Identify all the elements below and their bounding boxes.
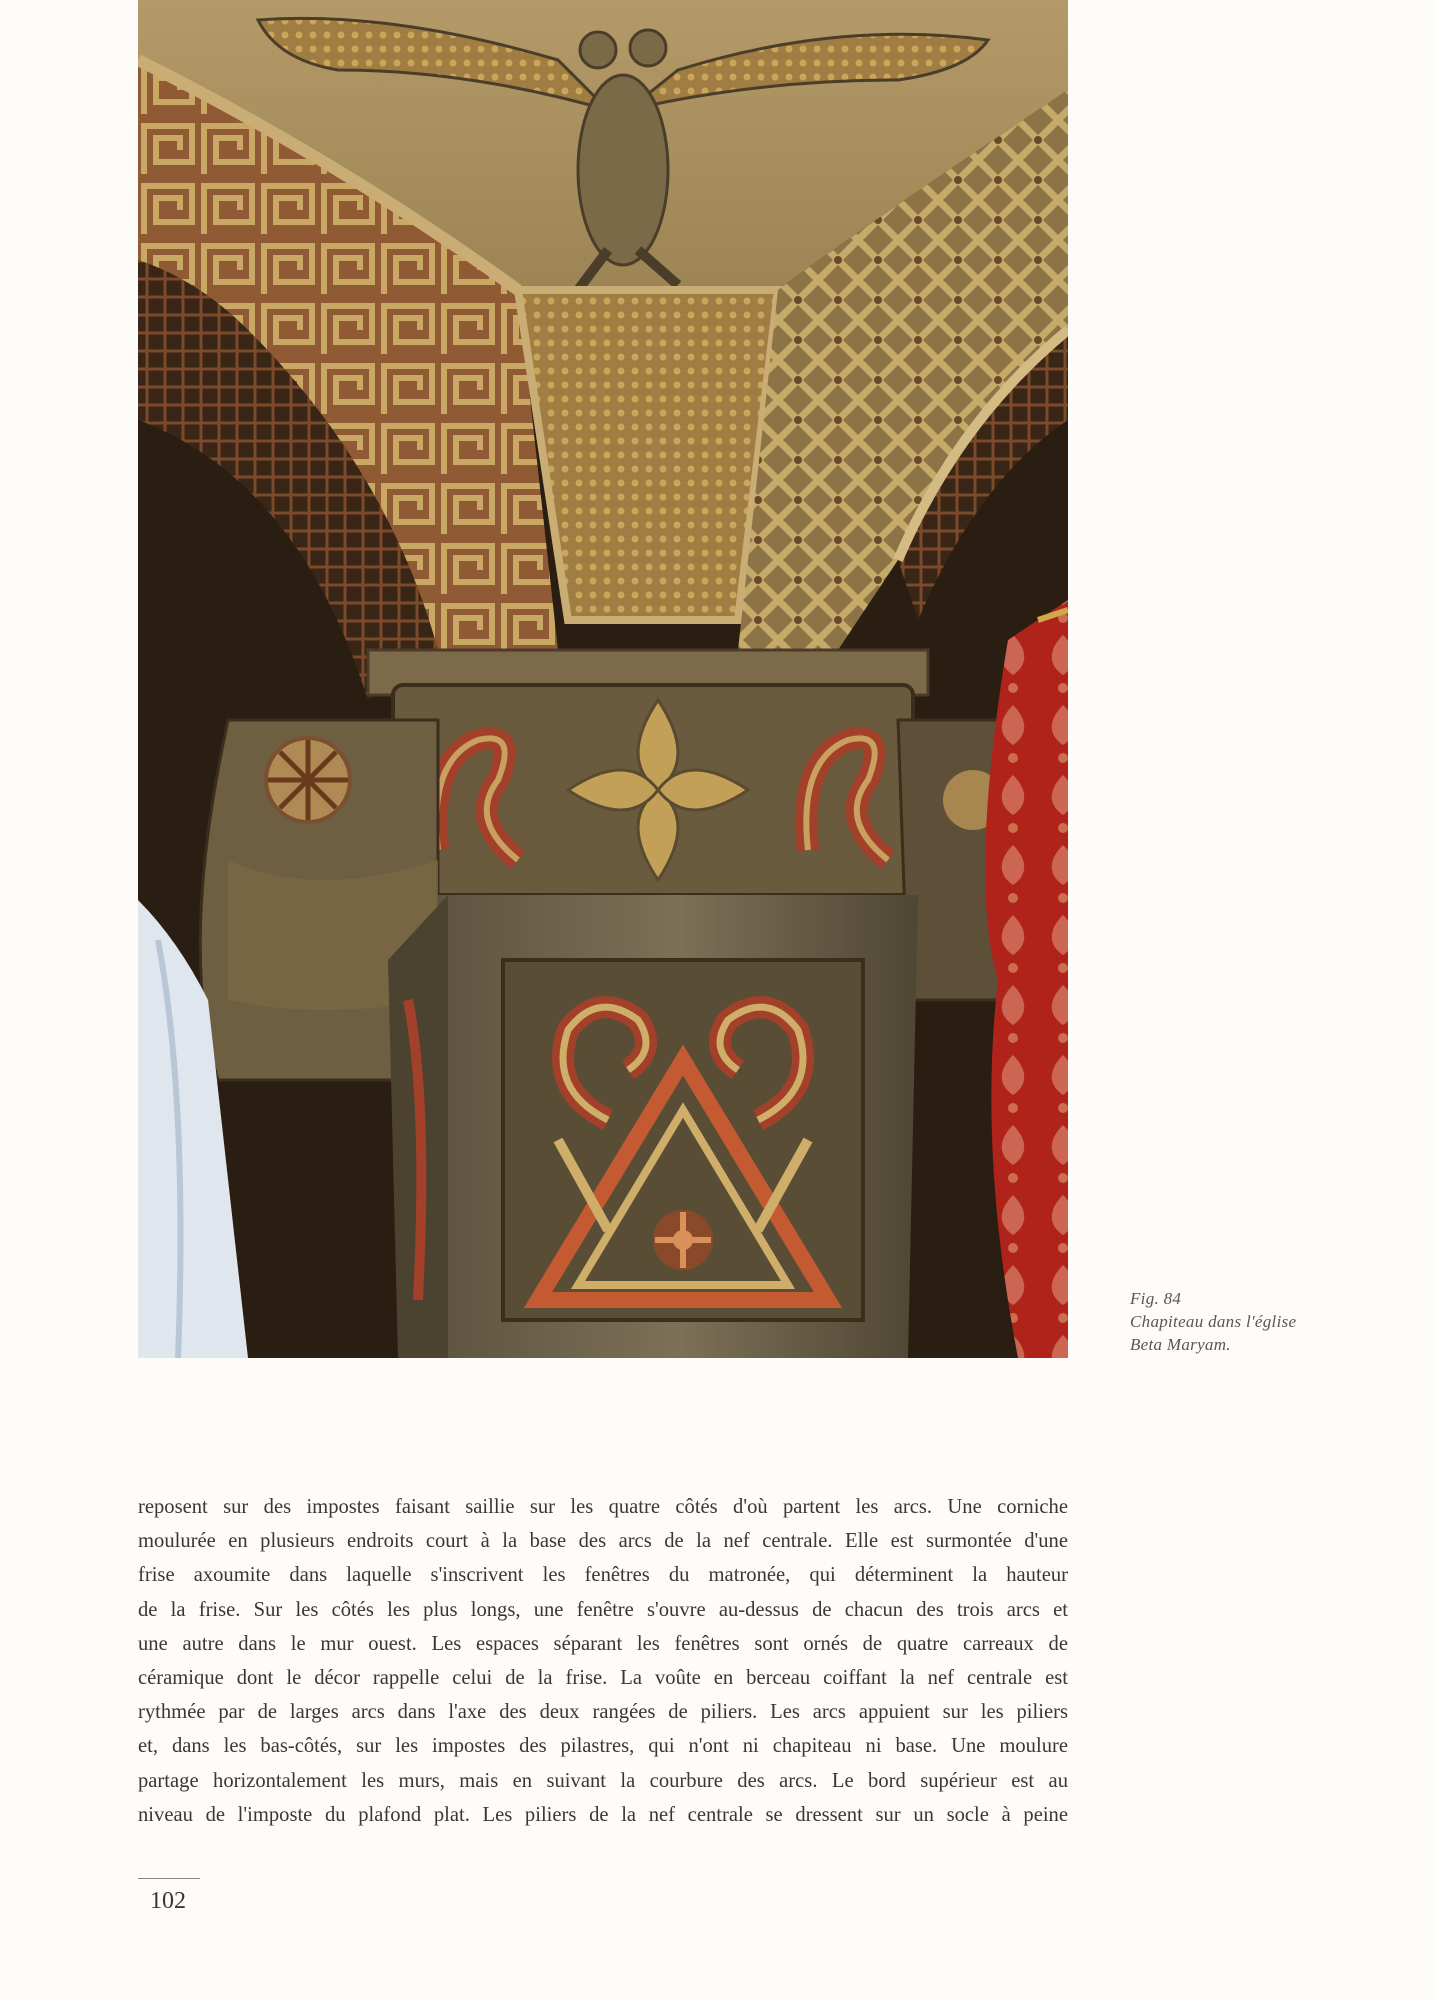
body-line: niveau de l'imposte du plafond plat. Les piliers de la nef centrale se dressent sur un socle à peine bbox=[138, 1803, 1068, 1826]
body-line: de la frise. Sur les côtés les plus longs, une fenêtre s'ouvre au-dessus de chacun des trois arcs et bbox=[138, 1598, 1068, 1621]
figure-photo bbox=[138, 0, 1068, 1358]
figure-caption bbox=[1130, 1287, 1390, 1356]
body-line: moulurée en plusieurs endroits court à la base des arcs de la nef centrale. Elle est surmontée d'une bbox=[138, 1530, 1068, 1553]
page-number-rule bbox=[138, 1878, 200, 1879]
body-line: céramique dont le décor rappelle celui de la frise. La voûte en berceau coiffant la nef centrale est bbox=[138, 1667, 1068, 1690]
page-number: 102 bbox=[150, 1888, 186, 1914]
body-line: partage horizontalement les murs, mais en suivant la courbure des arcs. Le bord supérieur est au bbox=[138, 1769, 1068, 1792]
capital-photo-illustration bbox=[138, 0, 1068, 1358]
body-line: une autre dans le mur ouest. Les espaces séparant les fenêtres sont ornés de quatre carreaux de bbox=[138, 1632, 1068, 1655]
body-paragraph bbox=[138, 1490, 1068, 1832]
body-line: reposent sur des impostes faisant saillie sur les quatre côtés d'où partent les arcs. Une corniche bbox=[138, 1496, 1068, 1518]
figure-caption-line-2: Beta Maryam. bbox=[1130, 1335, 1231, 1354]
body-line: frise axoumite dans laquelle s'inscrivent les fenêtres du matronée, qui déterminent la hauteur bbox=[138, 1564, 1068, 1587]
figure-caption-line-1: Chapiteau dans l'église bbox=[1130, 1312, 1297, 1331]
rosette-motif bbox=[653, 1210, 713, 1270]
body-line: rythmée par de larges arcs dans l'axe des deux rangées de piliers. Les arcs appuient sur les piliers bbox=[138, 1701, 1068, 1724]
body-line: et, dans les bas-côtés, sur les impostes des pilastres, qui n'ont ni chapiteau ni base. Une moulure bbox=[138, 1735, 1068, 1758]
figure-label: Fig. 84 bbox=[1130, 1289, 1182, 1308]
